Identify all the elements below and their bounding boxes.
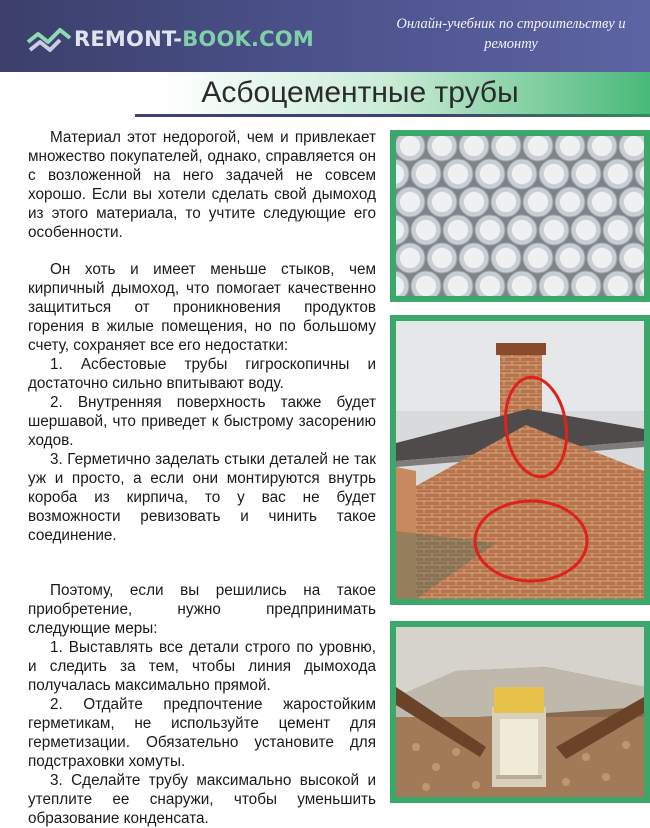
pipe-opening [608, 164, 628, 184]
chimney-with-red-circles-icon [396, 321, 644, 599]
pipe-opening [496, 192, 516, 212]
pipe-opening [432, 136, 452, 156]
paragraph-comparison: Он хоть и имеет меньше стыков, чем кирпичный дымоход, что помогает качественно защититься от проникновения продуктов горения в жилые помещения, но по большому счету, сохраняет все его недостатки: [28, 261, 376, 354]
pipe-opening [624, 136, 644, 156]
pipe-opening [528, 192, 548, 212]
pipe-opening [624, 192, 644, 212]
stacked-pipes-icon [396, 136, 644, 296]
pipe-opening [608, 276, 628, 296]
pipe-opening [432, 192, 452, 212]
drawback-item: 1. Асбестовые трубы гигроскопичны и достаточно сильно впитывают воду. [28, 356, 376, 392]
pipe-opening [480, 164, 500, 184]
pipe-opening [512, 276, 532, 296]
pipe-opening [544, 220, 564, 240]
attic-pipe-insulation-icon [396, 627, 644, 797]
site-logo[interactable] [26, 22, 314, 56]
logo-text [74, 27, 314, 51]
pipe-opening [624, 248, 644, 268]
pipe-opening [400, 248, 420, 268]
pipe-opening [464, 136, 484, 156]
pipe-opening [480, 276, 500, 296]
drawback-item: 2. Внутренняя поверхность также будет шершавой, что приведет к быстрому засорению ходов. [28, 394, 376, 449]
pipe-opening [528, 136, 548, 156]
pipe-opening [400, 136, 420, 156]
pipe-opening [560, 192, 580, 212]
pipe-opening [464, 192, 484, 212]
pipe-opening [592, 136, 612, 156]
pipe-opening [576, 164, 596, 184]
logo-icon [26, 24, 72, 54]
pipe-opening [448, 164, 468, 184]
pipe-opening [448, 220, 468, 240]
measure-item: 3. Сделайте трубу максимально высокой и утеплите ее снаружи, чтобы уменьшить образование конденсата. [28, 772, 376, 827]
brick-chimney-photo [390, 315, 650, 605]
pipe-opening [416, 276, 436, 296]
pipe-opening [576, 276, 596, 296]
site-header [0, 0, 650, 72]
insulated-pipe-photo [390, 621, 650, 803]
pipe-opening [544, 164, 564, 184]
drawback-item: 3. Герметично заделать стыки деталей не так уж и просто, а если они монтируются внутрь короба из кирпича, то у вас не будет возможности ревизовать и чинить такое соединение. [28, 451, 376, 544]
pipe-opening [400, 192, 420, 212]
page-title: Асбоцементные трубы [201, 76, 519, 109]
site-tagline: Онлайн-учебник по строительству и ремонту [396, 16, 626, 52]
pipe-opening [608, 220, 628, 240]
pipe-opening [544, 276, 564, 296]
pipe-opening [416, 220, 436, 240]
pipe-opening [512, 220, 532, 240]
measure-item: 2. Отдайте предпочтение жаростойким герметикам, не используйте цемент для герметизации. Обязательно установите для подстраховки хомуты. [28, 696, 376, 770]
pipe-opening [464, 248, 484, 268]
pipe-opening [528, 248, 548, 268]
title-underline [135, 114, 650, 117]
pipe-opening [432, 248, 452, 268]
pipe-opening [592, 248, 612, 268]
pipe-opening [448, 276, 468, 296]
asbestos-pipes-photo [390, 130, 650, 302]
pipe-opening [496, 248, 516, 268]
logo-text-prefix: REMONT- [74, 27, 183, 51]
pipe-opening [560, 136, 580, 156]
pipe-opening [496, 136, 516, 156]
measure-item: 1. Выставлять все детали строго по уровню, и следить за тем, чтобы линия дымохода получалась максимально прямой. [28, 639, 376, 694]
pipe-opening [560, 248, 580, 268]
pipe-opening [512, 164, 532, 184]
pipe-opening [576, 220, 596, 240]
pipe-opening [416, 164, 436, 184]
paragraph-intro: Материал этот недорогой, чем и привлекает множество покупателей, однако, справляется он с возложенной на него задачей не совсем хорошо. Если вы хотели сделать свой дымоход из этого материала, то учтите следующие его особенности. [28, 129, 376, 241]
logo-text-suffix: BOOK.COM [182, 27, 314, 51]
paragraph-measures: Поэтому, если вы решились на такое приобретение, нужно предпринимать следующие меры: [28, 582, 376, 637]
article-body [28, 128, 376, 828]
pipe-opening [480, 220, 500, 240]
pipe-opening [592, 192, 612, 212]
